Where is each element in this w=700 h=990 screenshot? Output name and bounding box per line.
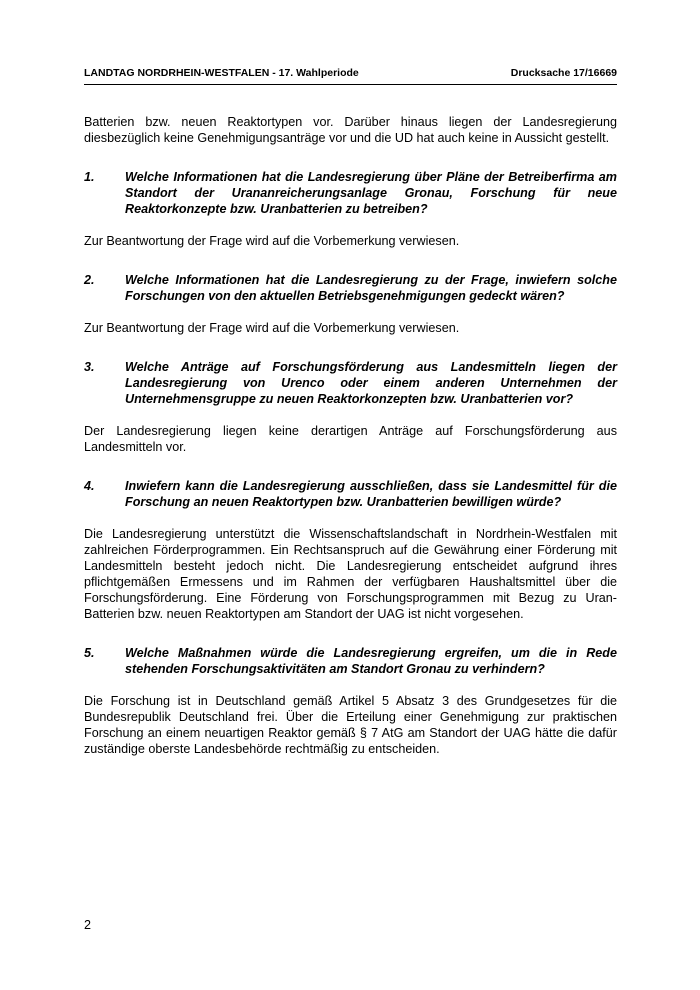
section-4: [84, 478, 617, 622]
section-1: [84, 169, 617, 249]
question-text: Inwiefern kann die Landesregierung ausschließen, dass sie Landesmittel für die Forschung an neuen Reaktortypen bzw. Uranbatterien bewilligen würde?: [125, 479, 617, 509]
question-2: [84, 272, 617, 304]
answer-2: Zur Beantwortung der Frage wird auf die Vorbemerkung verwiesen.: [84, 321, 460, 335]
page-number: 2: [84, 918, 92, 932]
question-text: Welche Informationen hat die Landesregierung zu der Frage, inwiefern solche Forschungen von den aktuellen Betriebsgenehmigungen gedeckt wären?: [125, 273, 617, 303]
header-title: LANDTAG NORDRHEIN-WESTFALEN - 17. Wahlperiode: [84, 67, 359, 79]
answer-4: Die Landesregierung unterstützt die Wissenschaftslandschaft in Nordrhein-Westfalen mit zahlreichen Förderprogrammen. Ein Rechtsanspruch auf die Gewährung einer Förderung mit Landesmitteln besteht jedoch nicht. Die Landesregierung entscheidet aufgrund ihres pflichtgemäßen Ermessens und im Rahmen der verfügbaren Haushaltsmittel über die Forschungsförderung. Eine Förderung von Forschungsprogrammen mit Bezug zu Uran-Batterien bzw. neuen Reaktortypen am Standort der UAG ist nicht vorgesehen.: [84, 527, 617, 621]
question-text: Welche Maßnahmen würde die Landesregierung ergreifen, um die in Rede stehenden Forschungsaktivitäten am Standort Gronau zu verhindern?: [125, 646, 617, 676]
question-number: 4.: [84, 479, 95, 493]
question-number: 1.: [84, 170, 95, 184]
document-body: [84, 114, 617, 757]
section-5: [84, 645, 617, 757]
question-text: Welche Informationen hat die Landesregierung über Pläne der Betreiberfirma am Standort der Urananreicherungsanlage Gronau, Forschung für neue Reaktorkonzepte bzw. Uranbatterien zu betreiben?: [125, 170, 617, 216]
answer-1: Zur Beantwortung der Frage wird auf die Vorbemerkung verwiesen.: [84, 234, 460, 248]
answer-5: Die Forschung ist in Deutschland gemäß Artikel 5 Absatz 3 des Grundgesetzes für die Bundesrepublik Deutschland frei. Über die Erteilung einer Genehmigung zur praktischen Forschung an einem neuartigen Reaktor gemäß § 7 AtG am Standort der UAG hätte die dafür zuständige oberste Landesbehörde rechtmäßig zu entscheiden.: [84, 694, 617, 756]
question-number: 3.: [84, 360, 95, 374]
question-number: 5.: [84, 646, 95, 660]
question-number: 2.: [84, 273, 95, 287]
section-3: [84, 359, 617, 455]
answer-3: Der Landesregierung liegen keine derartigen Anträge auf Forschungsförderung aus Landesmitteln vor.: [84, 424, 617, 454]
intro-paragraph: Batterien bzw. neuen Reaktortypen vor. Darüber hinaus liegen der Landesregierung diesbezüglich keine Genehmigungsanträge vor und die UD hat auch keine in Aussicht gestellt.: [84, 115, 617, 145]
question-5: [84, 645, 617, 677]
section-2: [84, 272, 617, 336]
question-3: [84, 359, 617, 407]
header-document-number: Drucksache 17/16669: [510, 67, 617, 79]
question-text: Welche Anträge auf Forschungsförderung aus Landesmitteln liegen der Landesregierung von Urenco oder einem anderen Unternehmen der Unternehmensgruppe zu neuen Reaktorkonzepten bzw. Uranbatterien vor?: [125, 360, 617, 406]
page-header: [84, 67, 617, 85]
question-4: [84, 478, 617, 510]
question-1: [84, 169, 617, 217]
